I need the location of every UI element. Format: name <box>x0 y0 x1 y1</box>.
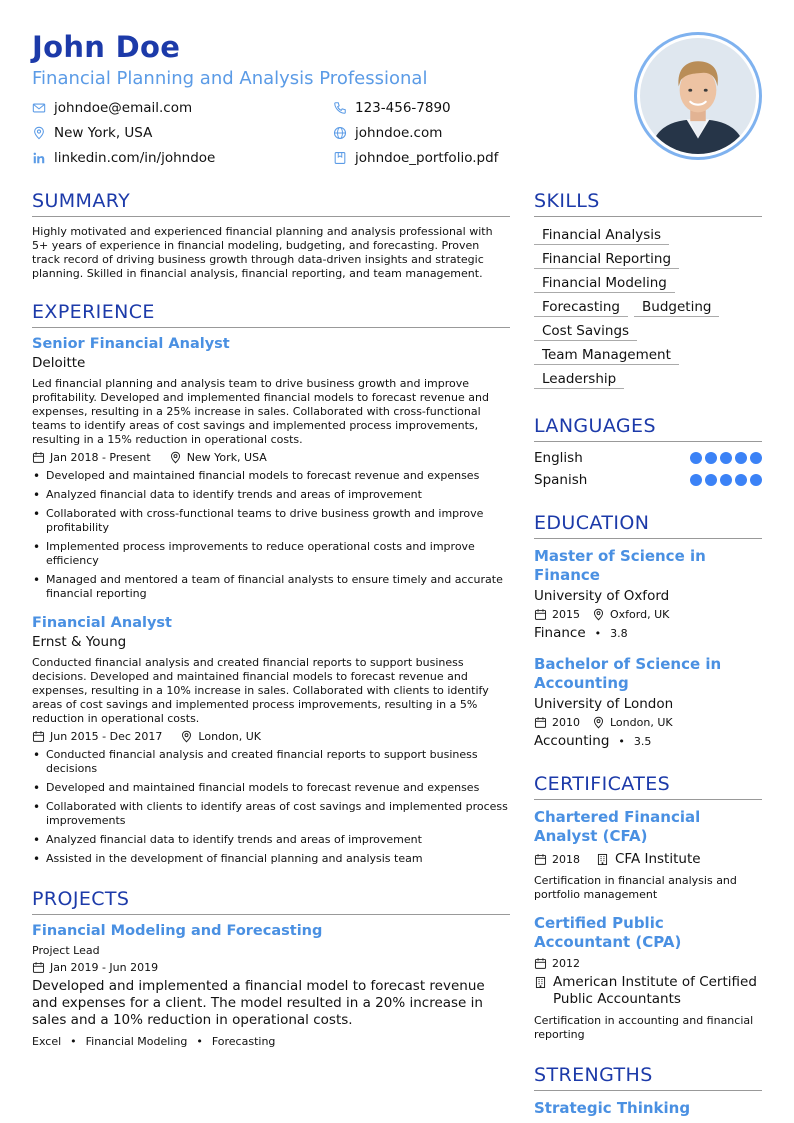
calendar-icon <box>32 451 45 464</box>
skill-tag: Leadership <box>534 369 624 389</box>
skill-tag: Financial Reporting <box>534 249 679 269</box>
project-description: Developed and implemented a financial model to forecast revenue and expenses for a client. The model resulted in a 20% increase in sales and a 10% reduction in operational costs. <box>32 978 485 1028</box>
language-level-dot <box>705 474 717 486</box>
language-name: Spanish <box>534 472 588 488</box>
skill-tag: Team Management <box>534 345 679 365</box>
job-description: Led financial planning and analysis team to drive business growth and improve profitability. Developed and implemented financial models to forecast revenue and expenses, resulting in a 25% increase in sales. Collaborated with cross-functional teams to identify areas of cost savings and implemented process improvements, resulting in a 15% reduction in operational costs. <box>32 377 489 446</box>
job-dates: Jun 2015 - Dec 2017 <box>32 730 162 743</box>
job-description: Conducted financial analysis and created financial reports to support business decisions. Developed and maintained financial models to forecast revenue and expenses, resulting in a 10% increase in sales. Collaborated with clients to identify areas of cost savings and implemented process improvements, resulting in a 5% reduction in operational costs. <box>32 656 489 725</box>
section-title-languages: LANGUAGES <box>534 415 762 442</box>
list-item: • Developed and maintained financial models to forecast revenue and expenses <box>32 781 510 795</box>
experience-item <box>32 336 510 601</box>
certificate-item <box>534 914 762 1042</box>
project-name: Financial Modeling and Forecasting <box>32 923 323 939</box>
strength-item: Strategic Thinking <box>534 1099 691 1117</box>
language-level-dot <box>735 452 747 464</box>
job-title: Financial Analyst <box>32 615 172 631</box>
job-dates: Jan 2018 - Present <box>32 451 151 464</box>
section-title-education: EDUCATION <box>534 512 762 539</box>
calendar-icon <box>32 961 45 974</box>
job-meta <box>32 730 510 743</box>
education-gpa: 3.8 <box>610 626 628 640</box>
list-item: • Analyzed financial data to identify trends and areas of improvement <box>32 488 510 502</box>
degree-title: Master of Science in Finance <box>534 547 706 584</box>
language-level-dot <box>750 474 762 486</box>
profile-photo <box>640 38 756 154</box>
language-level-dot <box>720 452 732 464</box>
education-field: Accounting • 3.5 <box>534 733 652 749</box>
contact-portfolio-text: johndoe_portfolio.pdf <box>355 150 499 166</box>
candidate-headline: Financial Planning and Analysis Professional <box>32 68 428 89</box>
section-title-summary: SUMMARY <box>32 190 510 217</box>
experience-item <box>32 615 510 866</box>
contact-portfolio[interactable] <box>333 150 498 166</box>
building-icon <box>596 853 609 866</box>
degree-title: Bachelor of Science in Accounting <box>534 655 722 692</box>
list-item: • Implemented process improvements to reduce operational costs and improve efficiency <box>32 540 510 568</box>
contact-email-text: johndoe@email.com <box>54 100 193 116</box>
language-level-dot <box>720 474 732 486</box>
job-location: London, UK <box>180 730 261 743</box>
right-column <box>534 190 762 1117</box>
calendar-icon <box>534 716 547 729</box>
language-row <box>534 472 762 488</box>
calendar-icon <box>534 608 547 621</box>
location-icon <box>180 730 193 743</box>
list-item: • Collaborated with cross-functional teams to drive business growth and improve profitability <box>32 507 510 535</box>
job-meta <box>32 451 510 464</box>
contact-website-text: johndoe.com <box>355 125 443 141</box>
certificate-item <box>534 808 762 902</box>
language-level-dots <box>687 452 762 464</box>
contact-website[interactable] <box>333 125 442 141</box>
language-level-dots <box>687 474 762 486</box>
certificate-year: 2018 <box>552 853 580 866</box>
certificate-issuer: CFA Institute <box>615 851 701 867</box>
language-level-dot <box>735 474 747 486</box>
contact-location <box>32 125 152 141</box>
calendar-icon <box>534 853 547 866</box>
linkedin-icon <box>32 151 46 165</box>
certificate-issuer: American Institute of Certified Public Accountants <box>553 974 757 1007</box>
certificate-description: Certification in accounting and financial reporting <box>534 1014 754 1041</box>
list-item: • Analyzed financial data to identify trends and areas of improvement <box>32 833 510 847</box>
globe-icon <box>333 126 347 140</box>
language-name: English <box>534 450 583 466</box>
language-level-dot <box>690 474 702 486</box>
project-item <box>32 923 510 1048</box>
list-item: • Managed and mentored a team of financial analysts to ensure timely and accurate financial reporting <box>32 573 510 601</box>
contact-linkedin-text: linkedin.com/in/johndoe <box>54 150 216 166</box>
section-title-strengths: STRENGTHS <box>534 1064 762 1091</box>
list-item: • Conducted financial analysis and created financial reports to support business decisions <box>32 748 510 776</box>
contact-phone-text: 123-456-7890 <box>355 100 451 116</box>
education-location: Oxford, UK <box>610 608 670 621</box>
phone-icon <box>333 101 347 115</box>
calendar-icon <box>534 957 547 970</box>
list-item: • Collaborated with clients to identify areas of cost savings and implemented process improvements <box>32 800 510 828</box>
company-name: Ernst & Young <box>32 634 127 650</box>
contact-linkedin[interactable] <box>32 150 215 166</box>
certificate-meta <box>534 957 762 970</box>
education-year: 2015 <box>552 608 580 621</box>
candidate-name: John Doe <box>32 30 181 64</box>
education-item <box>534 547 762 641</box>
section-title-skills: SKILLS <box>534 190 762 217</box>
list-item: • Developed and maintained financial models to forecast revenue and expenses <box>32 469 510 483</box>
education-location: London, UK <box>610 716 673 729</box>
project-dates: Jan 2019 - Jun 2019 <box>32 961 158 974</box>
section-title-projects: PROJECTS <box>32 888 510 915</box>
language-level-dot <box>705 452 717 464</box>
skill-tag: Financial Analysis <box>534 225 669 245</box>
job-title: Senior Financial Analyst <box>32 336 230 352</box>
profile-photo-frame <box>634 32 762 160</box>
language-level-dot <box>690 452 702 464</box>
education-field: Finance • 3.8 <box>534 625 628 641</box>
email-icon <box>32 101 46 115</box>
education-meta <box>534 716 762 729</box>
education-gpa: 3.5 <box>633 734 652 748</box>
skill-tag: Cost Savings <box>534 321 637 341</box>
company-name: Deloitte <box>32 355 86 371</box>
calendar-icon <box>32 730 45 743</box>
location-icon <box>592 608 605 621</box>
contact-email[interactable] <box>32 100 192 116</box>
certificate-name: Certified Public Accountant (CPA) <box>534 914 682 951</box>
education-year: 2010 <box>552 716 580 729</box>
school-name: University of London <box>534 696 674 712</box>
list-item: • Assisted in the development of financial planning and analysis team <box>32 852 510 866</box>
certificate-meta <box>534 851 762 868</box>
document-icon <box>333 151 347 165</box>
job-bullets <box>32 469 510 601</box>
project-meta <box>32 961 510 974</box>
location-icon <box>169 451 182 464</box>
location-icon <box>32 126 46 140</box>
project-tag: Financial Modeling <box>85 1035 188 1048</box>
education-meta <box>534 608 762 621</box>
language-row <box>534 450 762 466</box>
contact-location-text: New York, USA <box>54 125 153 141</box>
job-location: New York, USA <box>169 451 267 464</box>
location-icon <box>592 716 605 729</box>
skill-tag: Financial Modeling <box>534 273 675 293</box>
job-bullets <box>32 748 510 866</box>
project-role: Project Lead <box>32 944 100 957</box>
certificate-year: 2012 <box>552 957 580 970</box>
certificate-name: Chartered Financial Analyst (CFA) <box>534 808 701 845</box>
section-title-certificates: CERTIFICATES <box>534 773 762 800</box>
left-column <box>32 190 510 1048</box>
building-icon <box>534 976 547 989</box>
skill-tag: Budgeting <box>634 297 719 317</box>
skills-list <box>534 225 762 393</box>
project-tag: Forecasting <box>211 1035 276 1048</box>
education-item <box>534 655 762 749</box>
project-tags: Excel • Financial Modeling • Forecasting <box>32 1035 276 1048</box>
contact-phone[interactable] <box>333 100 451 116</box>
section-title-experience: EXPERIENCE <box>32 301 510 328</box>
certificate-description: Certification in financial analysis and portfolio management <box>534 874 737 901</box>
school-name: University of Oxford <box>534 588 670 604</box>
project-tag: Excel <box>32 1035 62 1048</box>
summary-text: Highly motivated and experienced financial planning and analysis professional with 5+ years of experience in financial modeling, budgeting, and forecasting. Proven track record of driving business growth through data-driven insights and strategic planning. Skilled in financial analysis, financial reporting, and team management. <box>32 225 493 280</box>
skill-tag: Forecasting <box>534 297 628 317</box>
language-level-dot <box>750 452 762 464</box>
